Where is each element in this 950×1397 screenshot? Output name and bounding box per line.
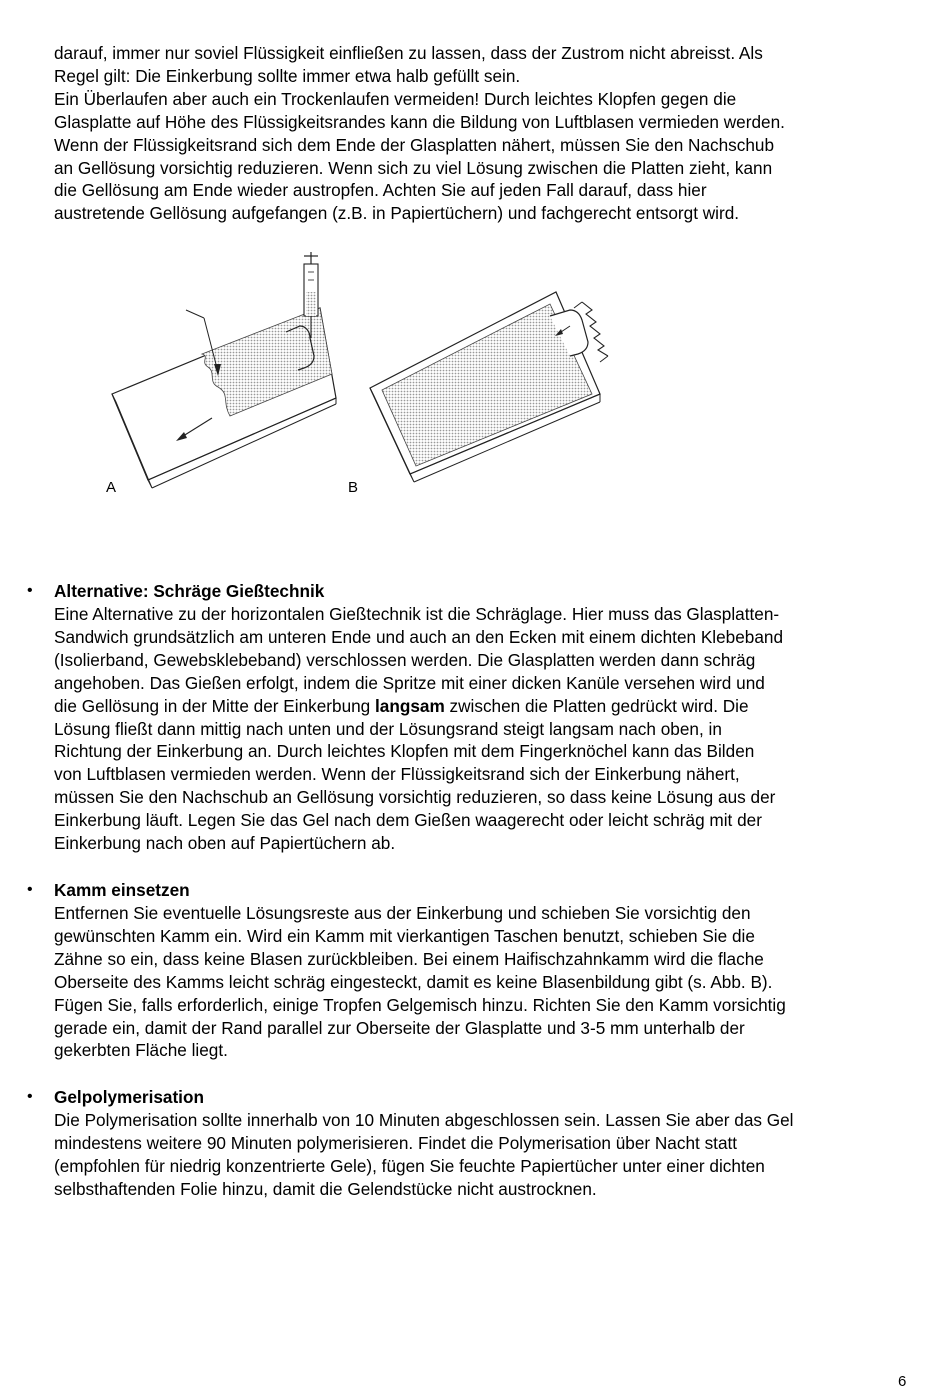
intro-paragraph: darauf, immer nur soviel Flüssigkeit einfließen zu lassen, dass der Zustrom nicht abreisst. Als Regel gilt: Die Einkerbung sollte immer etwa halb gefüllt sein. Ein Überlaufen aber auch ein Trockenlaufen vermeiden! Durch leichtes Klopfen gegen die Glasplatte auf Höhe des Flüssigkeitsrandes kann die Bildung von Luftblasen vermieden werden. Wenn der Flüssigkeitsrand sich dem Ende der Glasplatten nähert, müssen Sie den Nachschub an Gellösung vorsichtig reduzieren. Wenn sich zu viel Lösung zwischen die Platten zieht, kann die Gellösung am Ende wieder austropfen. Achten Sie auf jeden Fall darauf, dass hier austretende Gellösung aufgefangen (z.B. in Papiertüchern) und fachgerecht entsorgt wird. (54, 43, 785, 224)
section-body-kamm-einsetzen: Entfernen Sie eventuelle Lösungsreste aus der Einkerbung und schieben Sie vorsichtig den gewünschten Kamm ein. Wird ein Kamm mit vierkantigen Taschen benutzt, schieben Sie die Zähne so ein, dass keine Blasen zurückbleiben. Bei einem Haifischzahnkamm wird die flache Oberseite des Kamms leicht schräg eingesteckt, damit es keine Blasenbildung gibt (s. Abb. B). Fügen Sie, falls erforderlich, einige Tropfen Gelgemisch hinzu. Richten Sie den Kamm vorsichtig gerade ein, damit der Rand parallel zur Oberseite der Glasplatte und 3-5 mm unterhalb der gekerbten Fläche liegt. (54, 903, 786, 1061)
bullet-icon: • (27, 582, 33, 599)
figure-a-drawing (112, 252, 336, 488)
section-heading-gelpolymerisation: Gelpolymerisation (54, 1087, 204, 1107)
section-body-gelpolymerisation: Die Polymerisation sollte innerhalb von 10 Minuten abgeschlossen sein. Lassen Sie aber das Gel mindestens weitere 90 Minuten polymerisieren. Findet die Polymerisation über Nacht statt (empfohlen für niedrig konzentrierte Gele), fügen Sie feuchte Papiertücher unter einer dichten selbsthaftenden Folie hinzu, damit die Gelendstücke nicht austrocknen. (54, 1110, 794, 1199)
figure-label-b: B (348, 479, 359, 496)
section-heading-kamm-einsetzen: Kamm einsetzen (54, 880, 190, 900)
section-body-text: Eine Alternative zu der horizontalen Gießtechnik ist die Schräglage. Hier muss das Glasplatten- Sandwich grundsätzlich am unteren Ende und auch an den Ecken mit einem dichten Klebeband (Isolierband, Gewebsklebeband) verschlossen werden. Die Glasplatten werden dann schräg angehoben. Das Gießen erfolgt, indem die Spritze mit einer dicken Kanüle versehen wird und die Gellösung in der Mitte der Einkerbung (54, 604, 784, 716)
section-body-text: zwischen die Platten gedrückt wird. Die Lösung fließt dann mittig nach unten und der Lösungsrand steigt langsam nach oben, in Richtung der Einkerbung an. Durch leichtes Klopfen mit dem Fingerknöchel kann das Bilden von Luftblasen vermieden werden. Wenn der Flüssigkeitsrand sich der Einkerbung nähert, müssen Sie den Nachschub an Gellösung vorsichtig reduzieren, so dass keine Lösung aus der Einkerbung läuft. Legen Sie das Gel nach dem Gießen waagerecht oder leicht schräg mit der Einkerbung nach oben auf Papiertüchern ab. (54, 695, 776, 854)
figure-b-drawing (370, 292, 608, 482)
emphasis-text: langsam (375, 695, 445, 716)
section-heading-schraege-giesstechnik: Alternative: Schräge Gießtechnik (54, 581, 325, 601)
bullet-icon: • (27, 881, 33, 898)
page-number: 6 (898, 1373, 907, 1390)
gel-casting-illustration (100, 252, 620, 502)
figure-label-a: A (106, 479, 117, 496)
bullet-icon: • (27, 1088, 33, 1105)
section-body-schraege-giesstechnik (54, 603, 914, 855)
